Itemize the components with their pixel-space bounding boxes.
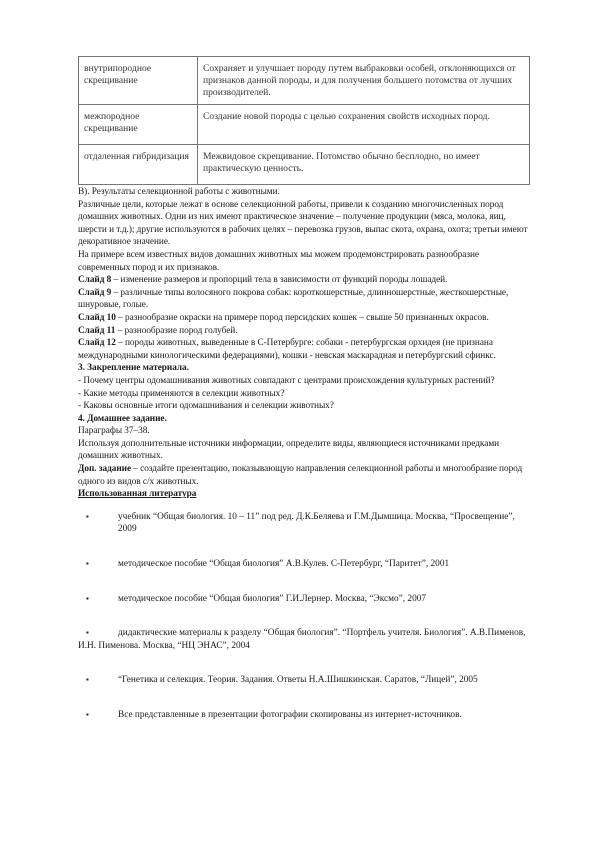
list-item: ▪ методическое пособие “Общая биология” А.В.Кулев. С-Петербург, “Паритет”, 2001 xyxy=(86,559,450,570)
table-cell-term: внутрипородное скрещивание xyxy=(79,57,198,105)
slide-label: Слайд 10 xyxy=(78,312,116,323)
slide-description: Слайд 10 – разнообразие окраски на примере пород персидских кошек – свыше 50 признанных окрасов. xyxy=(78,312,489,323)
paragraph: Различные цели, которые лежат в основе селекционной работы, привели к созданию многочисленных пород домашних животных. Одни из них имеют практическое значение – получение продукции (мяса, молока, яиц, шерсти и т.д.); другие используются в рабочих целях – перевозка грузов, выпас скота, охрана, охота; третьи имеют декоративное значение. xyxy=(78,199,528,248)
list-item: ▪ Все представленные в презентации фотографии скопированы из интернет-источников. xyxy=(86,710,462,720)
slide-description: Слайд 12 – породы животных, выведенные в С-Петербурге: собаки - петербургская орхидея (не признана международными кинологическими федерациями), кошки - невская маскарадная и петербургский сфинкс. xyxy=(78,338,496,361)
square-bullet-icon: ▪ xyxy=(86,593,89,603)
slide-description: Слайд 9 – различные типы волосяного покрова собак: короткошерстные, длинношерстные, жесткошерстные, шнуровые, голые. xyxy=(78,287,509,311)
table-cell-description: Создание новой породы с целью сохранения свойств исходных пород. xyxy=(198,105,530,145)
crossing-methods-table xyxy=(78,56,530,185)
slide-label: Слайд 11 xyxy=(78,325,116,336)
question: - Какие методы применяются в селекции животных? xyxy=(78,388,285,399)
table-cell-term: межпородное скрещивание xyxy=(79,105,198,145)
slide-description: Слайд 8 – изменение размеров и пропорций тела в зависимости от функций породы лошадей. xyxy=(78,275,448,286)
slide-description: Слайд 11 – разнообразие пород голубей. xyxy=(78,325,238,336)
literature-heading: Использованная литература xyxy=(78,489,197,500)
homework-task: Используя дополнительные источники информации, определите виды, являющиеся источниками предками домашних животных. xyxy=(78,438,500,462)
document-page xyxy=(78,56,530,744)
slide-label: Слайд 12 xyxy=(78,338,116,349)
slide-label: Слайд 8 xyxy=(78,275,112,286)
literature-list xyxy=(78,511,530,722)
list-item: ▪ методическое пособие “Общая биология” Г.И.Лернер. Москва, “Эксмо”, 2007 xyxy=(86,593,427,604)
list-item: ▪ учебник “Общая биология. 10 – 11” под ред. Д.К.Беляева и Г.М.Дымшица. Москва, “Просвещение”, 2009 xyxy=(86,511,515,535)
slide-label: Слайд 9 xyxy=(78,287,112,298)
question: - Почему центры одомашнивания животных совпадают с центрами происхождения культурных растений? xyxy=(78,375,495,386)
question: - Каковы основные итоги одомашнивания и селекции животных? xyxy=(78,401,334,412)
square-bullet-icon: ▪ xyxy=(86,559,89,569)
table-row xyxy=(79,145,530,185)
section-4-heading: 4. Домашнее задание. xyxy=(78,413,167,424)
table-row xyxy=(79,57,530,105)
square-bullet-icon: ▪ xyxy=(86,710,89,719)
table-cell-description: Сохраняет и улучшает породу путем выбраковки особей, отклоняющихся от признаков данной породы, и для получения большего потомства от лучших производителей. xyxy=(198,57,530,105)
section-b-heading: В). Результаты селекционной работы с животными. xyxy=(78,187,280,197)
paragraph: На примере всем известных видов домашних животных мы можем продемонстрировать разнообразие современных пород и их признаков. xyxy=(78,249,479,273)
list-item: ▪ дидактические материалы к разделу “Общая биология”. “Портфель учителя. Биология”. А.В.Пименов, И.Н. Пименова. Москва, “НЦ ЭНАС”, 2004 xyxy=(78,628,526,651)
table-cell-description: Межвидовое скрещивание. Потомство обычно бесплодно, но имеет практическую ценность. xyxy=(198,145,530,185)
table-row xyxy=(79,105,530,145)
lesson-body xyxy=(78,186,530,501)
homework-extra-task: Доп. задание – создайте презентацию, показывающую направления селекционной работы и многообразие пород одного из видов с/х животных. xyxy=(78,464,523,487)
section-3-heading: 3. Закрепление материала. xyxy=(78,363,189,374)
table-cell-term: отдаленная гибридизация xyxy=(79,145,198,185)
square-bullet-icon: ▪ xyxy=(86,628,89,638)
homework-paragraphs: Параграфы 37–38. xyxy=(78,426,150,437)
square-bullet-icon: ▪ xyxy=(86,675,89,685)
list-item: ▪ “Генетика и селекция. Теория. Задания. Ответы Н.А.Шишкинская. Саратов, “Лицей”, 2005 xyxy=(86,675,478,686)
square-bullet-icon: ▪ xyxy=(86,511,89,521)
